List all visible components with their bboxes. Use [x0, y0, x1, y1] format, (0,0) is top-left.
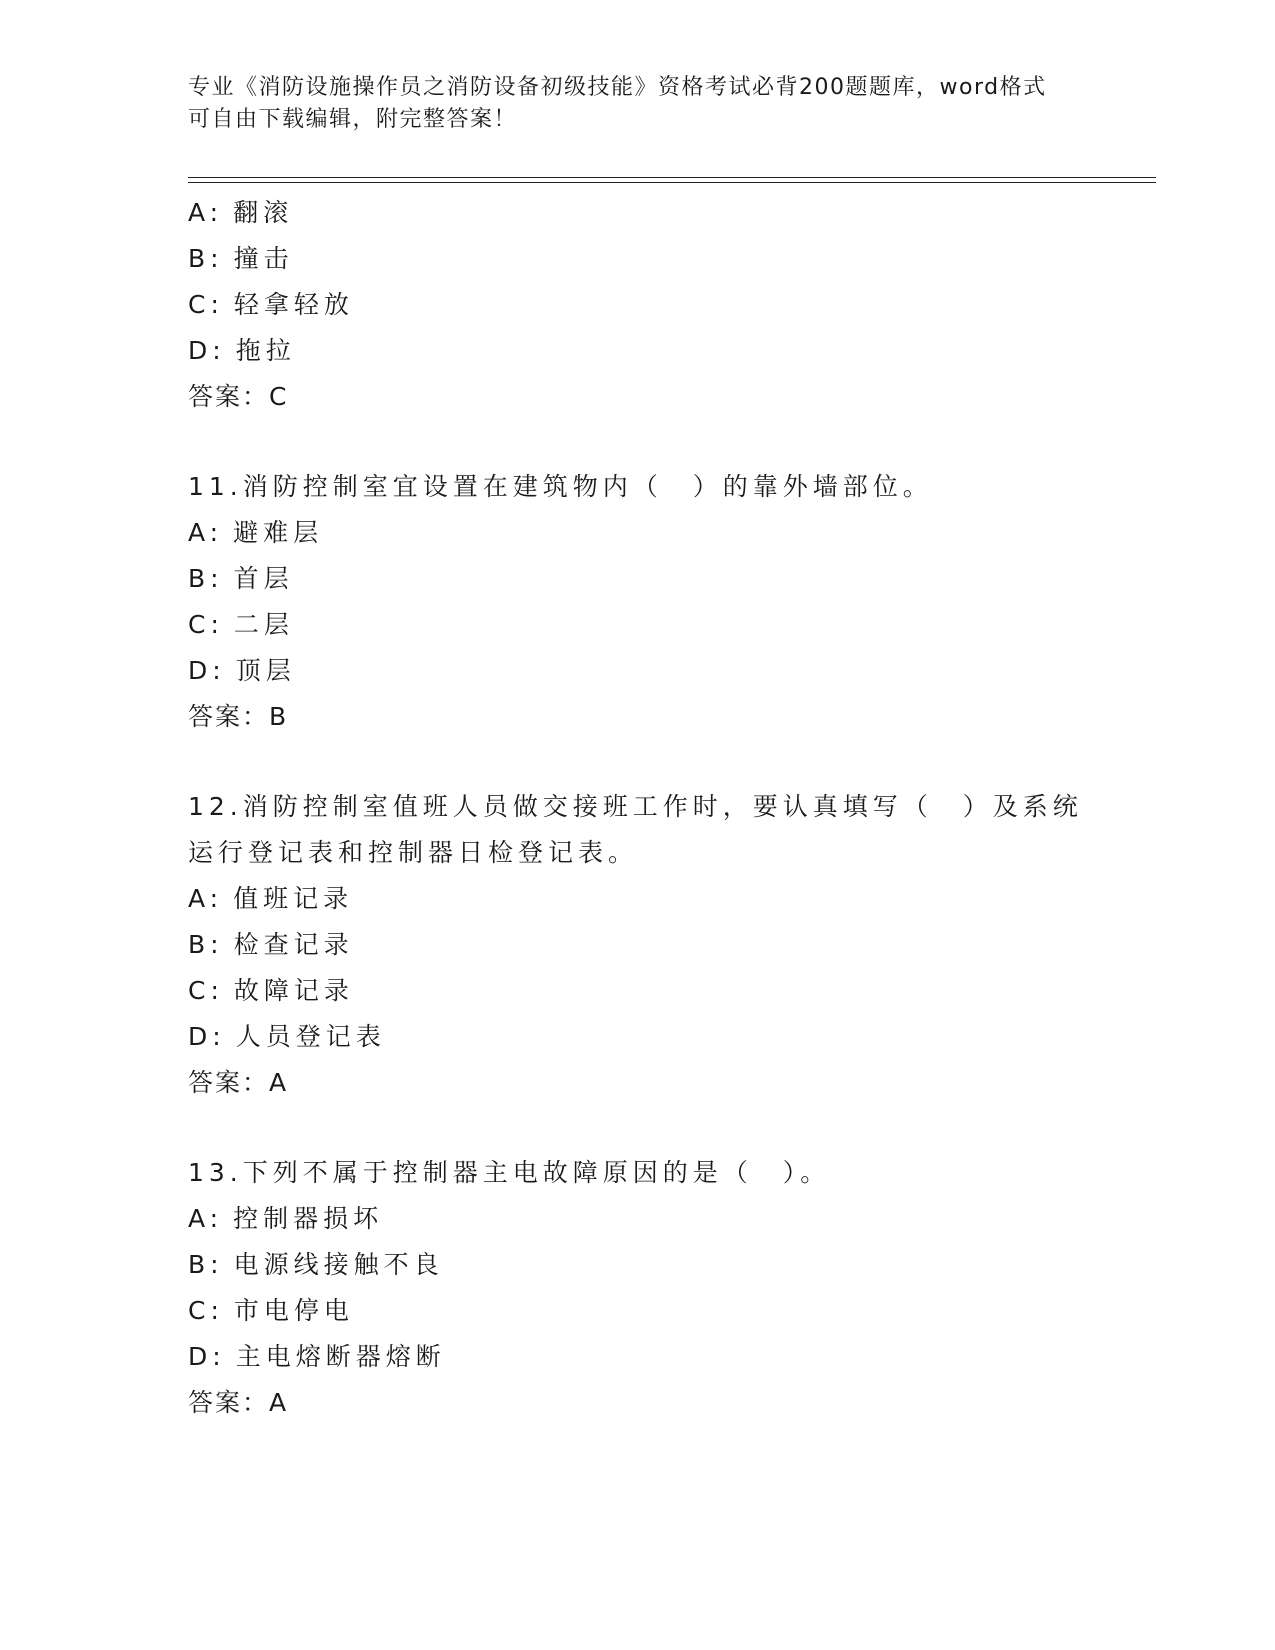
- option-a: A: 避难层: [188, 518, 324, 547]
- answer-line: 答案：A: [188, 1068, 289, 1097]
- question-block-11: [188, 464, 1088, 740]
- option-c: C: 二层: [188, 610, 294, 639]
- option-c: C: 轻拿轻放: [188, 290, 354, 319]
- option-d: D: 顶层: [188, 656, 296, 685]
- header-rule-top: [188, 177, 1156, 178]
- option-a: A: 值班记录: [188, 884, 354, 913]
- question-list: [188, 190, 1088, 1426]
- option-a: A: 翻滚: [188, 198, 294, 227]
- question-stem: 13.下列不属于控制器主电故障原因的是（ ）。: [188, 1158, 831, 1187]
- option-b: B: 检查记录: [188, 930, 354, 959]
- answer-line: 答案：B: [188, 702, 289, 731]
- option-d: D: 人员登记表: [188, 1022, 386, 1051]
- question-block-continued: [188, 190, 1088, 420]
- option-c: C: 故障记录: [188, 976, 354, 1005]
- document-title: 专业《消防设施操作员之消防设备初级技能》资格考试必背200题题库，word格式可自由下载编辑，附完整答案！: [188, 75, 1047, 132]
- answer-line: 答案：C: [188, 382, 289, 411]
- document-header: [188, 72, 1068, 136]
- question-block-12: [188, 784, 1088, 1106]
- question-stem: 12.消防控制室值班人员做交接班工作时，要认真填写（ ）及系统运行登记表和控制器日检登记表。: [188, 792, 1083, 867]
- answer-line: 答案：A: [188, 1388, 289, 1417]
- option-c: C: 市电停电: [188, 1296, 354, 1325]
- header-rule-bottom: [188, 182, 1156, 183]
- option-b: B: 首层: [188, 564, 294, 593]
- option-b: B: 撞击: [188, 244, 294, 273]
- option-b: B: 电源线接触不良: [188, 1250, 444, 1279]
- question-stem: 11.消防控制室宜设置在建筑物内（ ）的靠外墙部位。: [188, 472, 933, 501]
- option-d: D: 拖拉: [188, 336, 296, 365]
- option-d: D: 主电熔断器熔断: [188, 1342, 446, 1371]
- option-a: A: 控制器损坏: [188, 1204, 384, 1233]
- question-block-13: [188, 1150, 1088, 1426]
